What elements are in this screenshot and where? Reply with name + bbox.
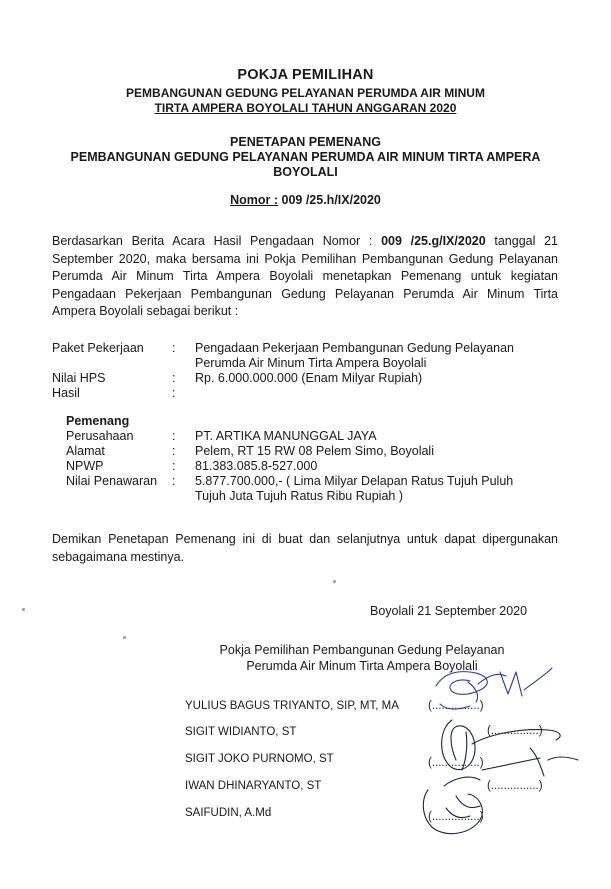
alamat-value: Pelem, RT 15 RW 08 Pelem Simo, Boyolali — [195, 444, 434, 458]
hps-value: Rp. 6.000.000.000 (Enam Milyar Rupiah) — [195, 371, 423, 385]
decision-subject-line2: BOYOLALI — [273, 165, 338, 179]
npwp-value: 81.383.085.8-527.000 — [195, 459, 318, 473]
member-name: YULIUS BAGUS TRIYANTO, SIP, MT, MA — [185, 700, 399, 712]
intro-paragraph: Berdasarkan Berita Acara Hasil Pengadaan Nomor : 009 /25.g/IX/2020 tanggal 21 September 2020, maka bersama ini Pokja Pemilihan Pembangunan Gedung Pelayanan Perumda Air Minum Tirta Ampera Boyolali menetapkan Pemenang untuk kegiatan Pengadaan Pekerjaan Pembangunan Gedung Pelayanan Perumda Air Minum Tirta Ampera Boyolali sebagai berikut : — [52, 234, 558, 318]
colon: : — [172, 386, 176, 400]
signature-mark — [423, 777, 482, 834]
number-label: Nomor : — [230, 193, 279, 207]
header-subtitle-line1: PEMBANGUNAN GEDUNG PELAYANAN PERUMDA AIR MINUM — [126, 86, 485, 100]
decision-subject-line1: PEMBANGUNAN GEDUNG PELAYANAN PERUMDA AIR MINUM TIRTA AMPERA — [70, 150, 541, 164]
decision-title: PENETAPAN PEMENANG — [230, 135, 381, 149]
member-name: SIGIT WIDIANTO, ST — [185, 726, 297, 738]
place-date: Boyolali 21 September 2020 — [370, 604, 528, 618]
signature-field: (...............) — [487, 780, 543, 792]
header-title: POKJA PEMILIHAN — [237, 67, 374, 83]
scan-speck — [123, 636, 126, 639]
member-name: SAIFUDIN, A.Md — [185, 807, 272, 819]
winner-heading: Pemenang — [66, 414, 130, 428]
colon: : — [172, 474, 176, 488]
scan-speck — [22, 608, 25, 611]
perusahaan-label: Perusahaan — [66, 429, 134, 443]
colon: : — [172, 341, 176, 355]
signature-field: (...............) — [428, 757, 484, 769]
perusahaan-value: PT. ARTIKA MANUNGGAL JAYA — [195, 429, 377, 443]
committee-line2: Perumda Air Minum Tirta Ampera Boyolali — [246, 659, 478, 673]
colon: : — [172, 429, 176, 443]
colon: : — [172, 371, 176, 385]
reference-number: 009 /25.g/IX/2020 — [381, 234, 486, 248]
header-subtitle-line2: TIRTA AMPERA BOYOLALI TAHUN ANGGARAN 2020 — [154, 101, 457, 115]
closing-paragraph: Demikan Penetapan Pemenang ini di buat dan selanjutnya untuk dapat dipergunakan sebagaimana mestinya. — [52, 532, 558, 564]
hps-label: Nilai HPS — [52, 371, 106, 385]
signature-field: (...............) — [428, 811, 484, 823]
committee-line1: Pokja Pemilihan Pembangunan Gedung Pelayanan — [219, 643, 505, 657]
member-name: SIGIT JOKO PURNOMO, ST — [185, 753, 334, 765]
decision-number — [0, 193, 611, 207]
paket-label: Paket Pekerjaan — [52, 341, 144, 355]
colon: : — [172, 459, 176, 473]
signature-mark — [436, 668, 552, 702]
penawaran-label: Nilai Penawaran — [66, 474, 158, 488]
hasil-label: Hasil — [52, 386, 80, 400]
npwp-label: NPWP — [66, 459, 104, 473]
signature-field: (...............) — [487, 725, 543, 737]
signature-mark — [482, 748, 578, 776]
alamat-label: Alamat — [66, 444, 105, 458]
penawaran-value: 5.877.700.000,- ( Lima Milyar Delapan Ratus Tujuh Puluh Tujuh Juta Tujuh Ratus Ribu Rupiah ) — [195, 474, 514, 503]
paket-value: Pengadaan Pekerjaan Pembangunan Gedung Pelayanan Perumda Air Minum Tirta Ampera Boyolali — [195, 341, 515, 370]
colon: : — [172, 444, 176, 458]
number-value: 009 /25.h/IX/2020 — [281, 193, 381, 207]
scan-speck — [333, 580, 336, 583]
signature-field: (...............) — [428, 700, 484, 712]
member-name: IWAN DHINARYANTO, ST — [185, 780, 322, 792]
